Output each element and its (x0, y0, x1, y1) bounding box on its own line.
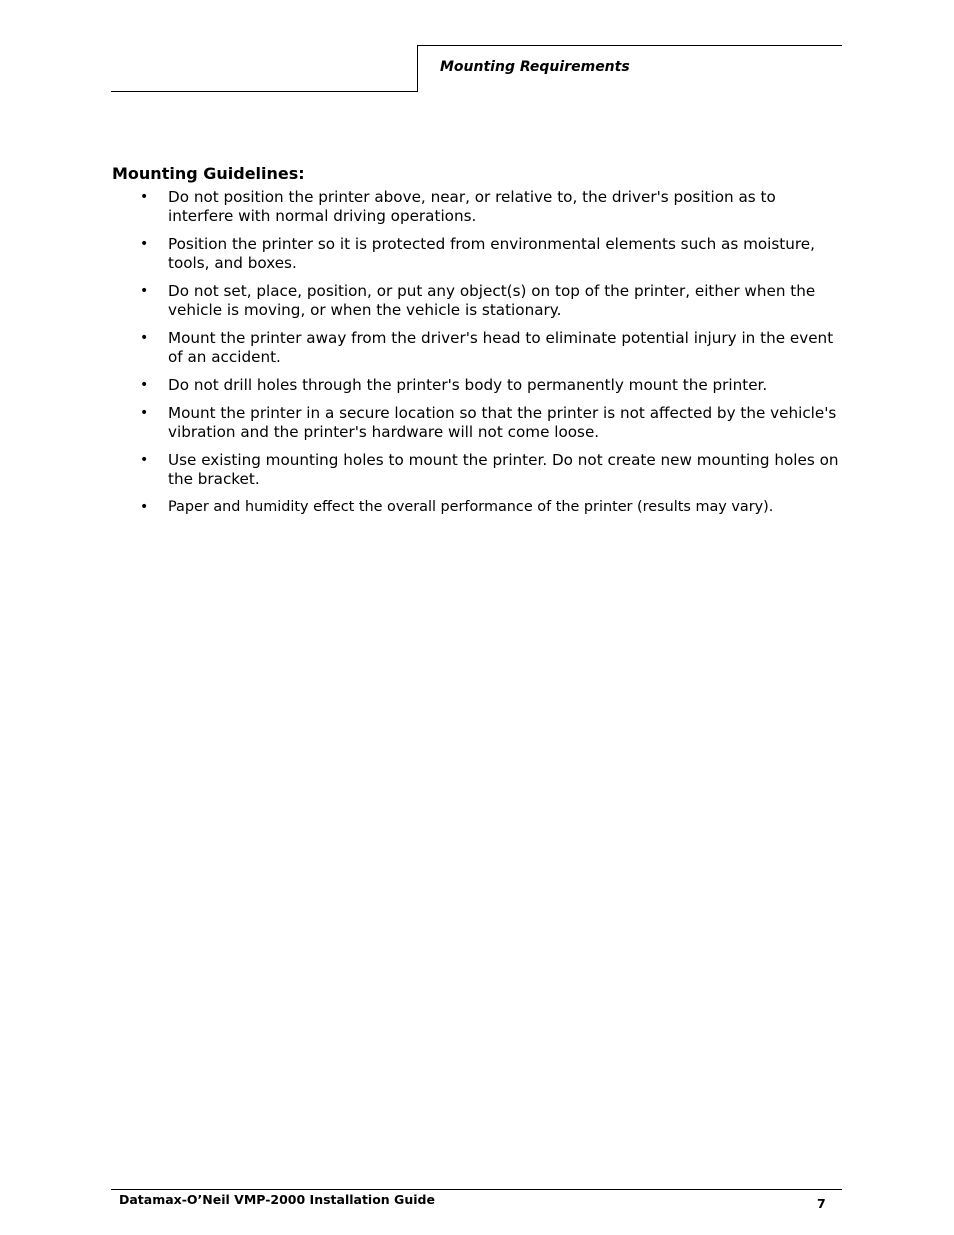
list-item (140, 329, 842, 367)
list-item-text: Do not position the printer above, near, or relative to, the driver's position as to interfere with normal driving operations. (168, 188, 776, 225)
bullet-icon: • (140, 236, 149, 252)
bullet-icon: • (140, 377, 149, 393)
list-item (140, 498, 842, 517)
footer-rule (111, 1189, 842, 1190)
list-item-text: Do not set, place, position, or put any object(s) on top of the printer, either when the vehicle is moving, or when the vehicle is stationary. (168, 282, 816, 319)
list-item (140, 451, 842, 489)
bullet-icon: • (140, 499, 149, 515)
list-item-text: Paper and humidity effect the overall performance of the printer (results may vary). (168, 499, 774, 515)
list-item-text: Use existing mounting holes to mount the printer. Do not create new mounting holes on the bracket. (168, 451, 839, 488)
list-item-text: Position the printer so it is protected from environmental elements such as moisture, tools, and boxes. (168, 235, 815, 272)
running-header-title: Mounting Requirements (440, 59, 630, 75)
footer-document-title: Datamax-O’Neil VMP-2000 Installation Guide (119, 1192, 435, 1207)
guidelines-list (140, 188, 842, 526)
header-vertical-rule (417, 45, 418, 92)
page-number: 7 (817, 1196, 826, 1211)
bullet-icon: • (140, 405, 149, 421)
list-item (140, 404, 842, 442)
list-item (140, 188, 842, 226)
list-item-text: Do not drill holes through the printer's body to permanently mount the printer. (168, 376, 768, 394)
bullet-icon: • (140, 452, 149, 468)
list-item (140, 282, 842, 320)
section-heading: Mounting Guidelines: (112, 164, 305, 183)
bullet-icon: • (140, 283, 149, 299)
list-item (140, 235, 842, 273)
header-left-rule (111, 91, 418, 92)
list-item-text: Mount the printer in a secure location so that the printer is not affected by the vehicle's vibration and the printer's hardware will not come loose. (168, 404, 837, 441)
bullet-icon: • (140, 189, 149, 205)
list-item (140, 376, 842, 395)
bullet-icon: • (140, 330, 149, 346)
header-top-rule (417, 45, 842, 46)
list-item-text: Mount the printer away from the driver's head to eliminate potential injury in the event of an accident. (168, 329, 834, 366)
